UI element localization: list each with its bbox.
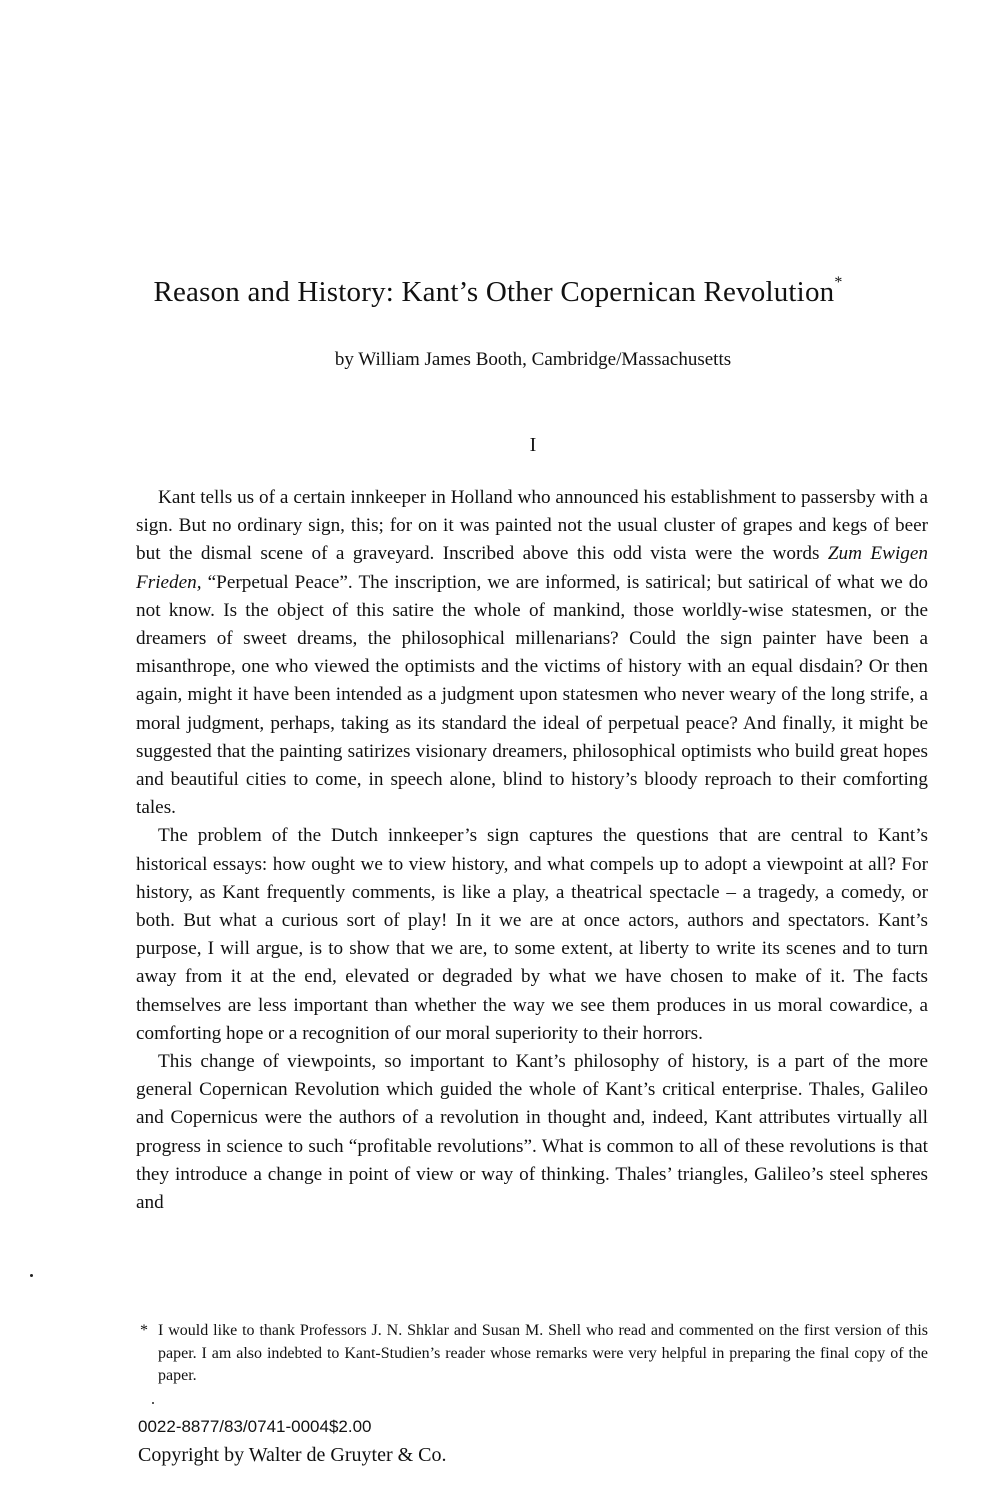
footnote-text: I would like to thank Professors J. N. Shklar and Susan M. Shell who read and commented on the first version of this paper. I am also indebted to Kant-Studien’s reader whose remarks were very helpful in preparing the final copy of the paper. <box>158 1322 928 1384</box>
paragraph-1-italic: Zum Ewigen Frieden, <box>136 543 928 593</box>
paragraph-1 <box>136 484 928 822</box>
article-body <box>136 484 928 1217</box>
scan-speck <box>152 1402 154 1404</box>
footnote-mark: * <box>140 1322 148 1339</box>
paragraph-1-part-b: “Perpetual Peace”. The inscription, we are informed, is satirical; but satirical of what we do not know. Is the object of this satire the whole of mankind, those worldly-wise statesmen, or the dreamers of sweet dreams, the philosophical millenarians? Could the sign painter have been a misanthrope, one who viewed the optimists and the victims of history with an equal disdain? Or then again, might it have been intended as a judgment upon statesmen who never weary of the long strife, a moral judgment, perhaps, taking as its standard the ideal of perpetual peace? And finally, it might be suggested that the painting satirizes visionary dreamers, philosophical optimists who build great hopes and beautiful cities to come, in speech alone, blind to history’s bloody reproach to their comforting tales. <box>136 571 928 819</box>
title-footnote-mark: * <box>834 274 843 291</box>
publication-code: 0022-8877/83/0741-0004$2.00 <box>138 1417 372 1436</box>
paragraph-3: This change of viewpoints, so important to Kant’s philosophy of history, is a part of the more general Copernican Revolution which guided the whole of Kant’s critical enterprise. Thales, Galileo and Copernicus were the authors of a revolution in thought and, indeed, Kant attributes virtually all progress in science to such “profitable revolutions”. What is common to all of these revolutions is that they introduce a change in point of view or way of thinking. Thales’ triangles, Galileo’s steel spheres and <box>136 1051 928 1214</box>
copyright-notice: Copyright by Walter de Gruyter & Co. <box>138 1444 447 1466</box>
footnote <box>136 1320 928 1388</box>
paragraph-1-part-a: Kant tells us of a certain innkeeper in Holland who announced his establishment to passersby with a sign. But no ordinary sign, this; for on it was painted not the usual cluster of grapes and kegs of beer but the dismal scene of a graveyard. Inscribed above this odd vista were the words <box>136 487 928 565</box>
article-title <box>0 276 996 309</box>
scan-speck <box>30 1274 33 1277</box>
paragraph-2: The problem of the Dutch innkeeper’s sign captures the questions that are central to Kant’s historical essays: how ought we to view history, and what compels up to adopt a viewpoint at all? For history, as Kant frequently comments, is like a play, a theatrical spectacle – a tragedy, a comedy, or both. But what a curious sort of play! In it we are at once actors, authors and spectators. Kant’s purpose, I will argue, is to show that we are, to some extent, at liberty to write its scenes and to turn away from it at the end, elevated or degraded by what we have chosen to make of it. The facts themselves are less important than whether the way we see them produces in us moral cowardice, a comforting hope or a recognition of our moral superiority to their horrors. <box>136 825 928 1044</box>
section-number: I <box>529 434 537 456</box>
author-byline: by William James Booth, Cambridge/Massachusetts <box>334 349 732 370</box>
article-title-text: Reason and History: Kant’s Other Copernican Revolution <box>153 276 835 308</box>
